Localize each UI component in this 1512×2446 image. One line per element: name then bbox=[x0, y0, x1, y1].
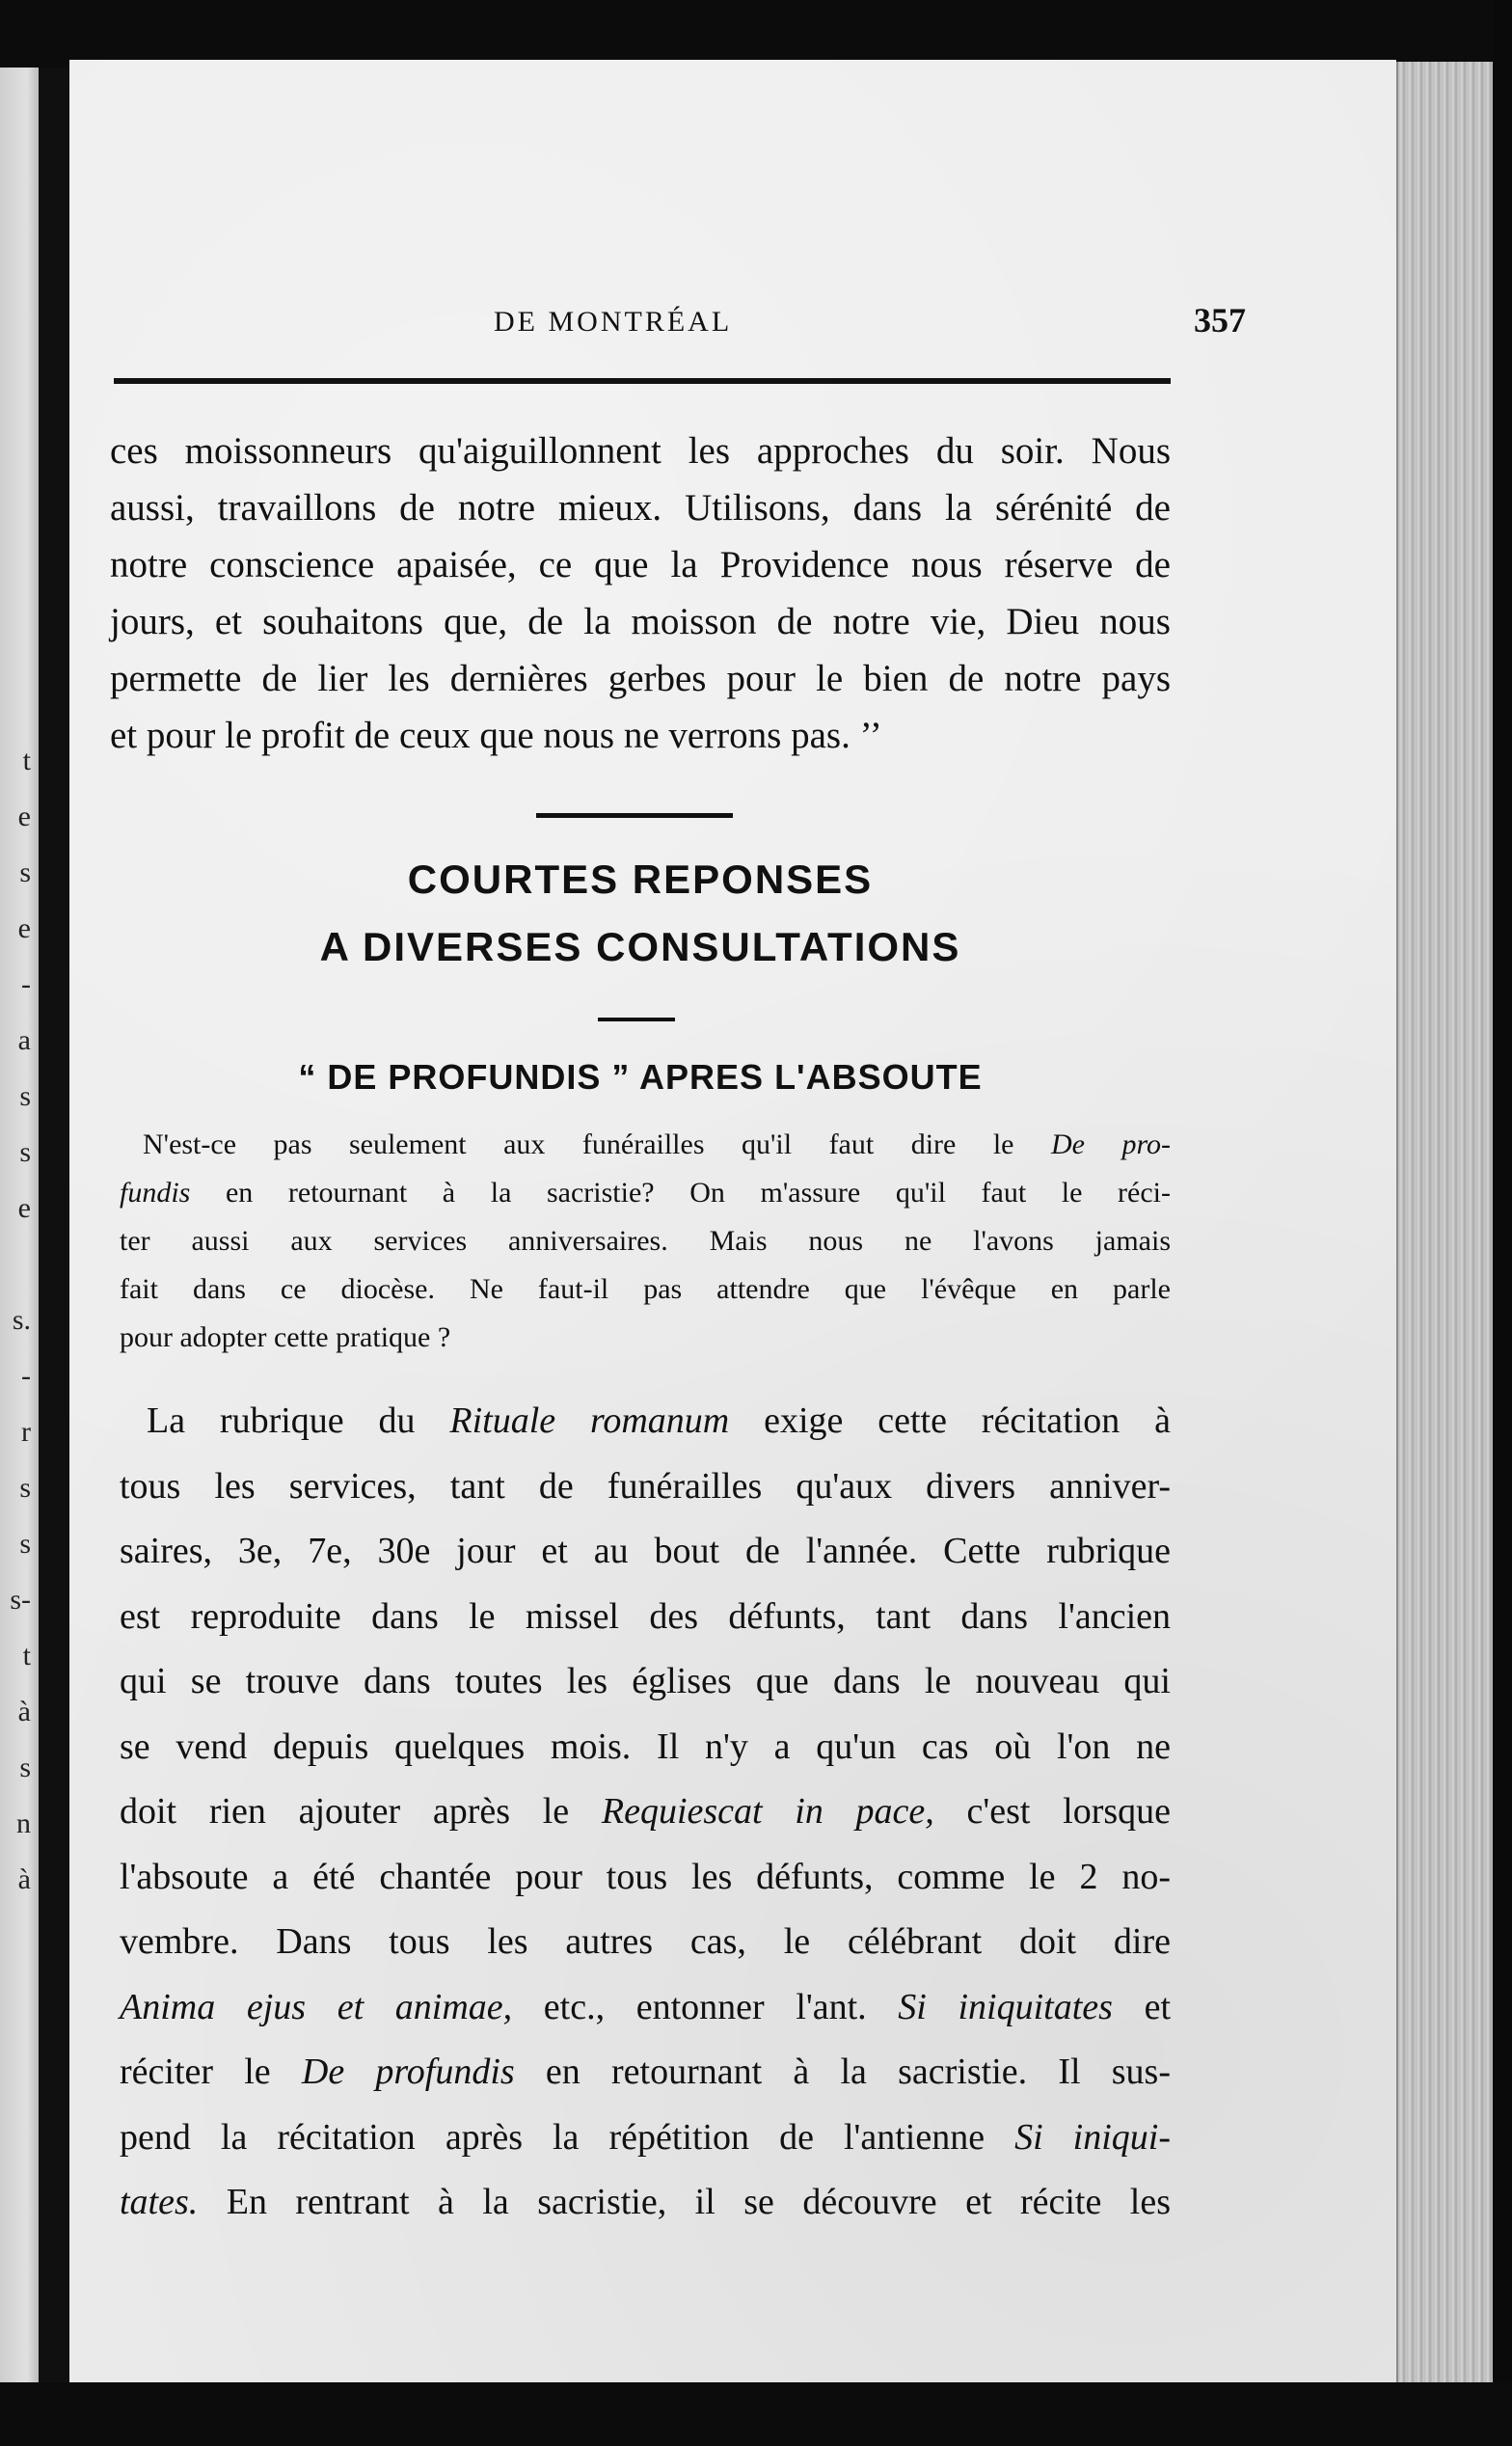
header-rule bbox=[114, 378, 1171, 384]
margin-fragment: t bbox=[22, 1640, 31, 1671]
margin-fragment: s bbox=[19, 1080, 31, 1112]
answer-line: La rubrique du Rituale romanum exige cette récitation à bbox=[147, 1400, 1172, 1441]
margin-fragment: à bbox=[17, 1863, 31, 1895]
margin-fragment: t bbox=[22, 745, 31, 776]
margin-fragment: s bbox=[19, 856, 31, 888]
reader-question bbox=[120, 1121, 1171, 1362]
text-line: jours, et souhaitons que, de la moisson de notre vie, Dieu nous bbox=[110, 601, 1171, 642]
facing-page-fragments bbox=[0, 733, 35, 1908]
question-line: pour adopter cette pratique ? bbox=[120, 1321, 451, 1353]
scan-bottom-border bbox=[0, 2382, 1512, 2446]
answer-line: tates. En rentrant à la sacristie, il se découvre et récite les bbox=[120, 2182, 1171, 2222]
margin-fragment: - bbox=[21, 968, 31, 1000]
margin-fragment: s bbox=[19, 1752, 31, 1783]
page-header bbox=[108, 301, 1246, 354]
short-rule bbox=[598, 1018, 675, 1021]
answer-paragraph bbox=[120, 1389, 1171, 2236]
answer-line: pend la récitation après la répétition de l'antienne Si iniqui- bbox=[120, 2116, 1171, 2158]
question-line: fait dans ce diocèse. Ne faut-il pas attendre que l'évêque en parle bbox=[120, 1273, 1171, 1305]
margin-fragment: s. bbox=[12, 1304, 31, 1336]
answer-line: tous les services, tant de funérailles qu'aux divers anniver- bbox=[120, 1465, 1171, 1507]
margin-fragment: a bbox=[17, 1024, 31, 1056]
scan-right-border bbox=[1493, 0, 1512, 2446]
subsection-title: “ DE PROFUNDIS ” APRES L'ABSOUTE bbox=[298, 1057, 983, 1097]
section-title-line-1: COURTES REPONSES bbox=[407, 856, 874, 902]
answer-line: réciter le De profundis en retournant à la sacristie. Il sus- bbox=[120, 2052, 1171, 2092]
book-page bbox=[69, 60, 1396, 2404]
answer-line: qui se trouve dans toutes les églises que dans le nouveau qui bbox=[120, 1661, 1171, 1701]
answer-line: est reproduite dans le missel des défunts, tant dans l'ancien bbox=[120, 1595, 1171, 1637]
margin-fragment bbox=[0, 1237, 35, 1292]
margin-fragment: e bbox=[17, 801, 31, 832]
margin-fragment: s bbox=[19, 1472, 31, 1504]
answer-line: doit rien ajouter après le Requiescat in pace, c'est lorsque bbox=[120, 1791, 1172, 1832]
section-separator-rule bbox=[536, 813, 733, 818]
margin-fragment: e bbox=[17, 912, 31, 944]
margin-fragment: e bbox=[17, 1192, 31, 1224]
margin-fragment: n bbox=[16, 1807, 31, 1839]
scan-top-border bbox=[0, 0, 1512, 68]
running-title: DE MONTRÉAL bbox=[494, 306, 733, 338]
closing-paragraph bbox=[110, 422, 1171, 764]
text-line: notre conscience apaisée, ce que la Providence nous réserve de bbox=[110, 544, 1171, 585]
section-title-line-2: A DIVERSES CONSULTATIONS bbox=[319, 924, 961, 969]
answer-line: vembre. Dans tous les autres cas, le célébrant doit dire bbox=[120, 1921, 1171, 1962]
margin-fragment: s- bbox=[10, 1584, 31, 1616]
margin-fragment: r bbox=[21, 1416, 31, 1448]
answer-line: se vend depuis quelques mois. Il n'y a qu'un cas où l'on ne bbox=[120, 1726, 1171, 1767]
margin-fragment: - bbox=[21, 1360, 31, 1392]
question-line: ter aussi aux services anniversaires. Mais nous ne l'avons jamais bbox=[120, 1225, 1171, 1257]
margin-fragment: s bbox=[19, 1528, 31, 1560]
book-gutter bbox=[39, 68, 69, 2402]
question-line: N'est-ce pas seulement aux funérailles qu'il faut dire le De pro- bbox=[143, 1128, 1171, 1160]
stacked-page-edges bbox=[1396, 62, 1495, 2396]
text-line: aussi, travaillons de notre mieux. Utilisons, dans la sérénité de bbox=[110, 487, 1171, 529]
text-line: et pour le profit de ceux que nous ne verrons pas. ’’ bbox=[110, 715, 882, 756]
text-line: ces moissonneurs qu'aiguillonnent les approches du soir. Nous bbox=[110, 430, 1171, 472]
answer-line: Anima ejus et animae, etc., entonner l'ant. Si iniquitates et bbox=[120, 1986, 1172, 2027]
margin-fragment: s bbox=[19, 1136, 31, 1168]
answer-line: l'absoute a été chantée pour tous les défunts, comme le 2 no- bbox=[120, 1856, 1171, 1897]
text-line: permette de lier les dernières gerbes pour le bien de notre pays bbox=[110, 658, 1171, 699]
page-number: 357 bbox=[1194, 301, 1246, 340]
question-line: fundis en retournant à la sacristie? On m'assure qu'il faut le réci- bbox=[120, 1177, 1171, 1209]
margin-fragment: à bbox=[17, 1696, 31, 1727]
answer-line: saires, 3e, 7e, 30e jour et au bout de l'année. Cette rubrique bbox=[120, 1531, 1171, 1571]
